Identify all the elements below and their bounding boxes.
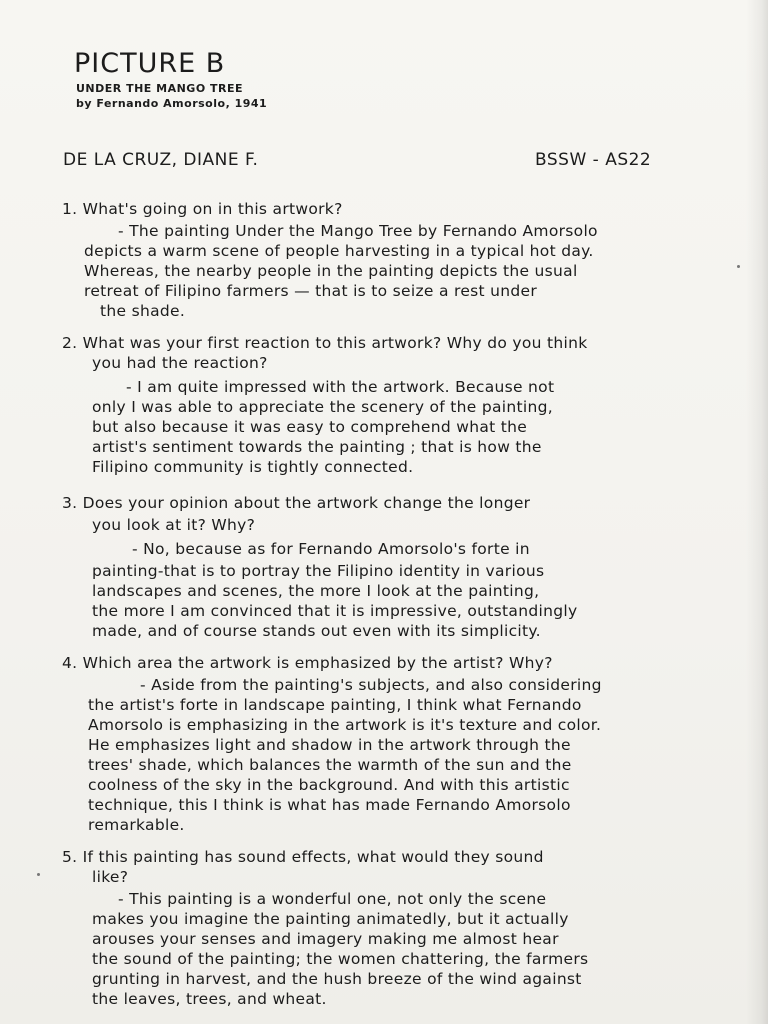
course-section: BSSW - AS22 — [535, 150, 652, 170]
student-name: DE LA CRUZ, DIANE F. — [63, 150, 259, 170]
answer-line: made, and of course stands out even with its simplicity. — [92, 622, 541, 640]
answer-line: only I was able to appreciate the scenery of the painting, — [92, 398, 553, 416]
answer-line: artist's sentiment towards the painting ; that is how the — [92, 438, 542, 456]
answer-line: remarkable. — [88, 816, 185, 834]
answer-line: - Aside from the painting's subjects, and also considering — [140, 676, 602, 694]
artwork-credit: by Fernando Amorsolo, 1941 — [76, 97, 268, 110]
answer-line: the leaves, trees, and wheat. — [92, 990, 327, 1008]
artwork-title: UNDER THE MANGO TREE — [76, 82, 244, 95]
paper-speck — [737, 265, 740, 268]
answer-line: the shade. — [100, 302, 186, 320]
answer-line: grunting in harvest, and the hush breeze of the wind against — [92, 970, 582, 988]
answer-line: Whereas, the nearby people in the painting depicts the usual — [84, 262, 578, 280]
answer-line: the artist's forte in landscape painting, I think what Fernando — [88, 696, 582, 714]
answer-line: depicts a warm scene of people harvesting in a typical hot day. — [84, 242, 594, 260]
paper-speck — [37, 873, 40, 876]
answer-line: retreat of Filipino farmers — that is to seize a rest under — [84, 282, 538, 300]
question-text: 5. If this painting has sound effects, what would they sound — [62, 848, 544, 866]
answer-line: - This painting is a wonderful one, not only the scene — [118, 890, 547, 908]
question-text: you look at it? Why? — [92, 516, 256, 534]
answer-line: the sound of the painting; the women chattering, the farmers — [92, 950, 589, 968]
answer-line: but also because it was easy to comprehend what the — [92, 418, 528, 436]
answer-line: - I am quite impressed with the artwork. Because not — [126, 378, 555, 396]
answer-line: landscapes and scenes, the more I look at the painting, — [92, 582, 540, 600]
answer-line: - The painting Under the Mango Tree by Fernando Amorsolo — [118, 222, 598, 240]
answer-line: - No, because as for Fernando Amorsolo's forte in — [132, 540, 530, 558]
question-text: 2. What was your first reaction to this artwork? Why do you think — [62, 334, 588, 352]
answer-line: the more I am convinced that it is impressive, outstandingly — [92, 602, 578, 620]
answer-line: painting-that is to portray the Filipino identity in various — [92, 562, 545, 580]
answer-line: He emphasizes light and shadow in the artwork through the — [88, 736, 571, 754]
paper-edge-shadow — [746, 0, 768, 1024]
question-text: you had the reaction? — [92, 354, 268, 372]
answer-line: technique, this I think is what has made Fernando Amorsolo — [88, 796, 571, 814]
question-text: like? — [92, 868, 129, 886]
page-title: PICTURE B — [74, 48, 226, 79]
answer-line: coolness of the sky in the background. And with this artistic — [88, 776, 570, 794]
answer-line: arouses your senses and imagery making me almost hear — [92, 930, 559, 948]
question-text: 1. What's going on in this artwork? — [62, 200, 343, 218]
answer-line: trees' shade, which balances the warmth of the sun and the — [88, 756, 572, 774]
question-text: 4. Which area the artwork is emphasized by the artist? Why? — [62, 654, 553, 672]
answer-line: Amorsolo is emphasizing in the artwork is it's texture and color. — [88, 716, 602, 734]
answer-line: makes you imagine the painting animatedly, but it actually — [92, 910, 569, 928]
question-text: 3. Does your opinion about the artwork change the longer — [62, 494, 531, 512]
answer-line: Filipino community is tightly connected. — [92, 458, 414, 476]
